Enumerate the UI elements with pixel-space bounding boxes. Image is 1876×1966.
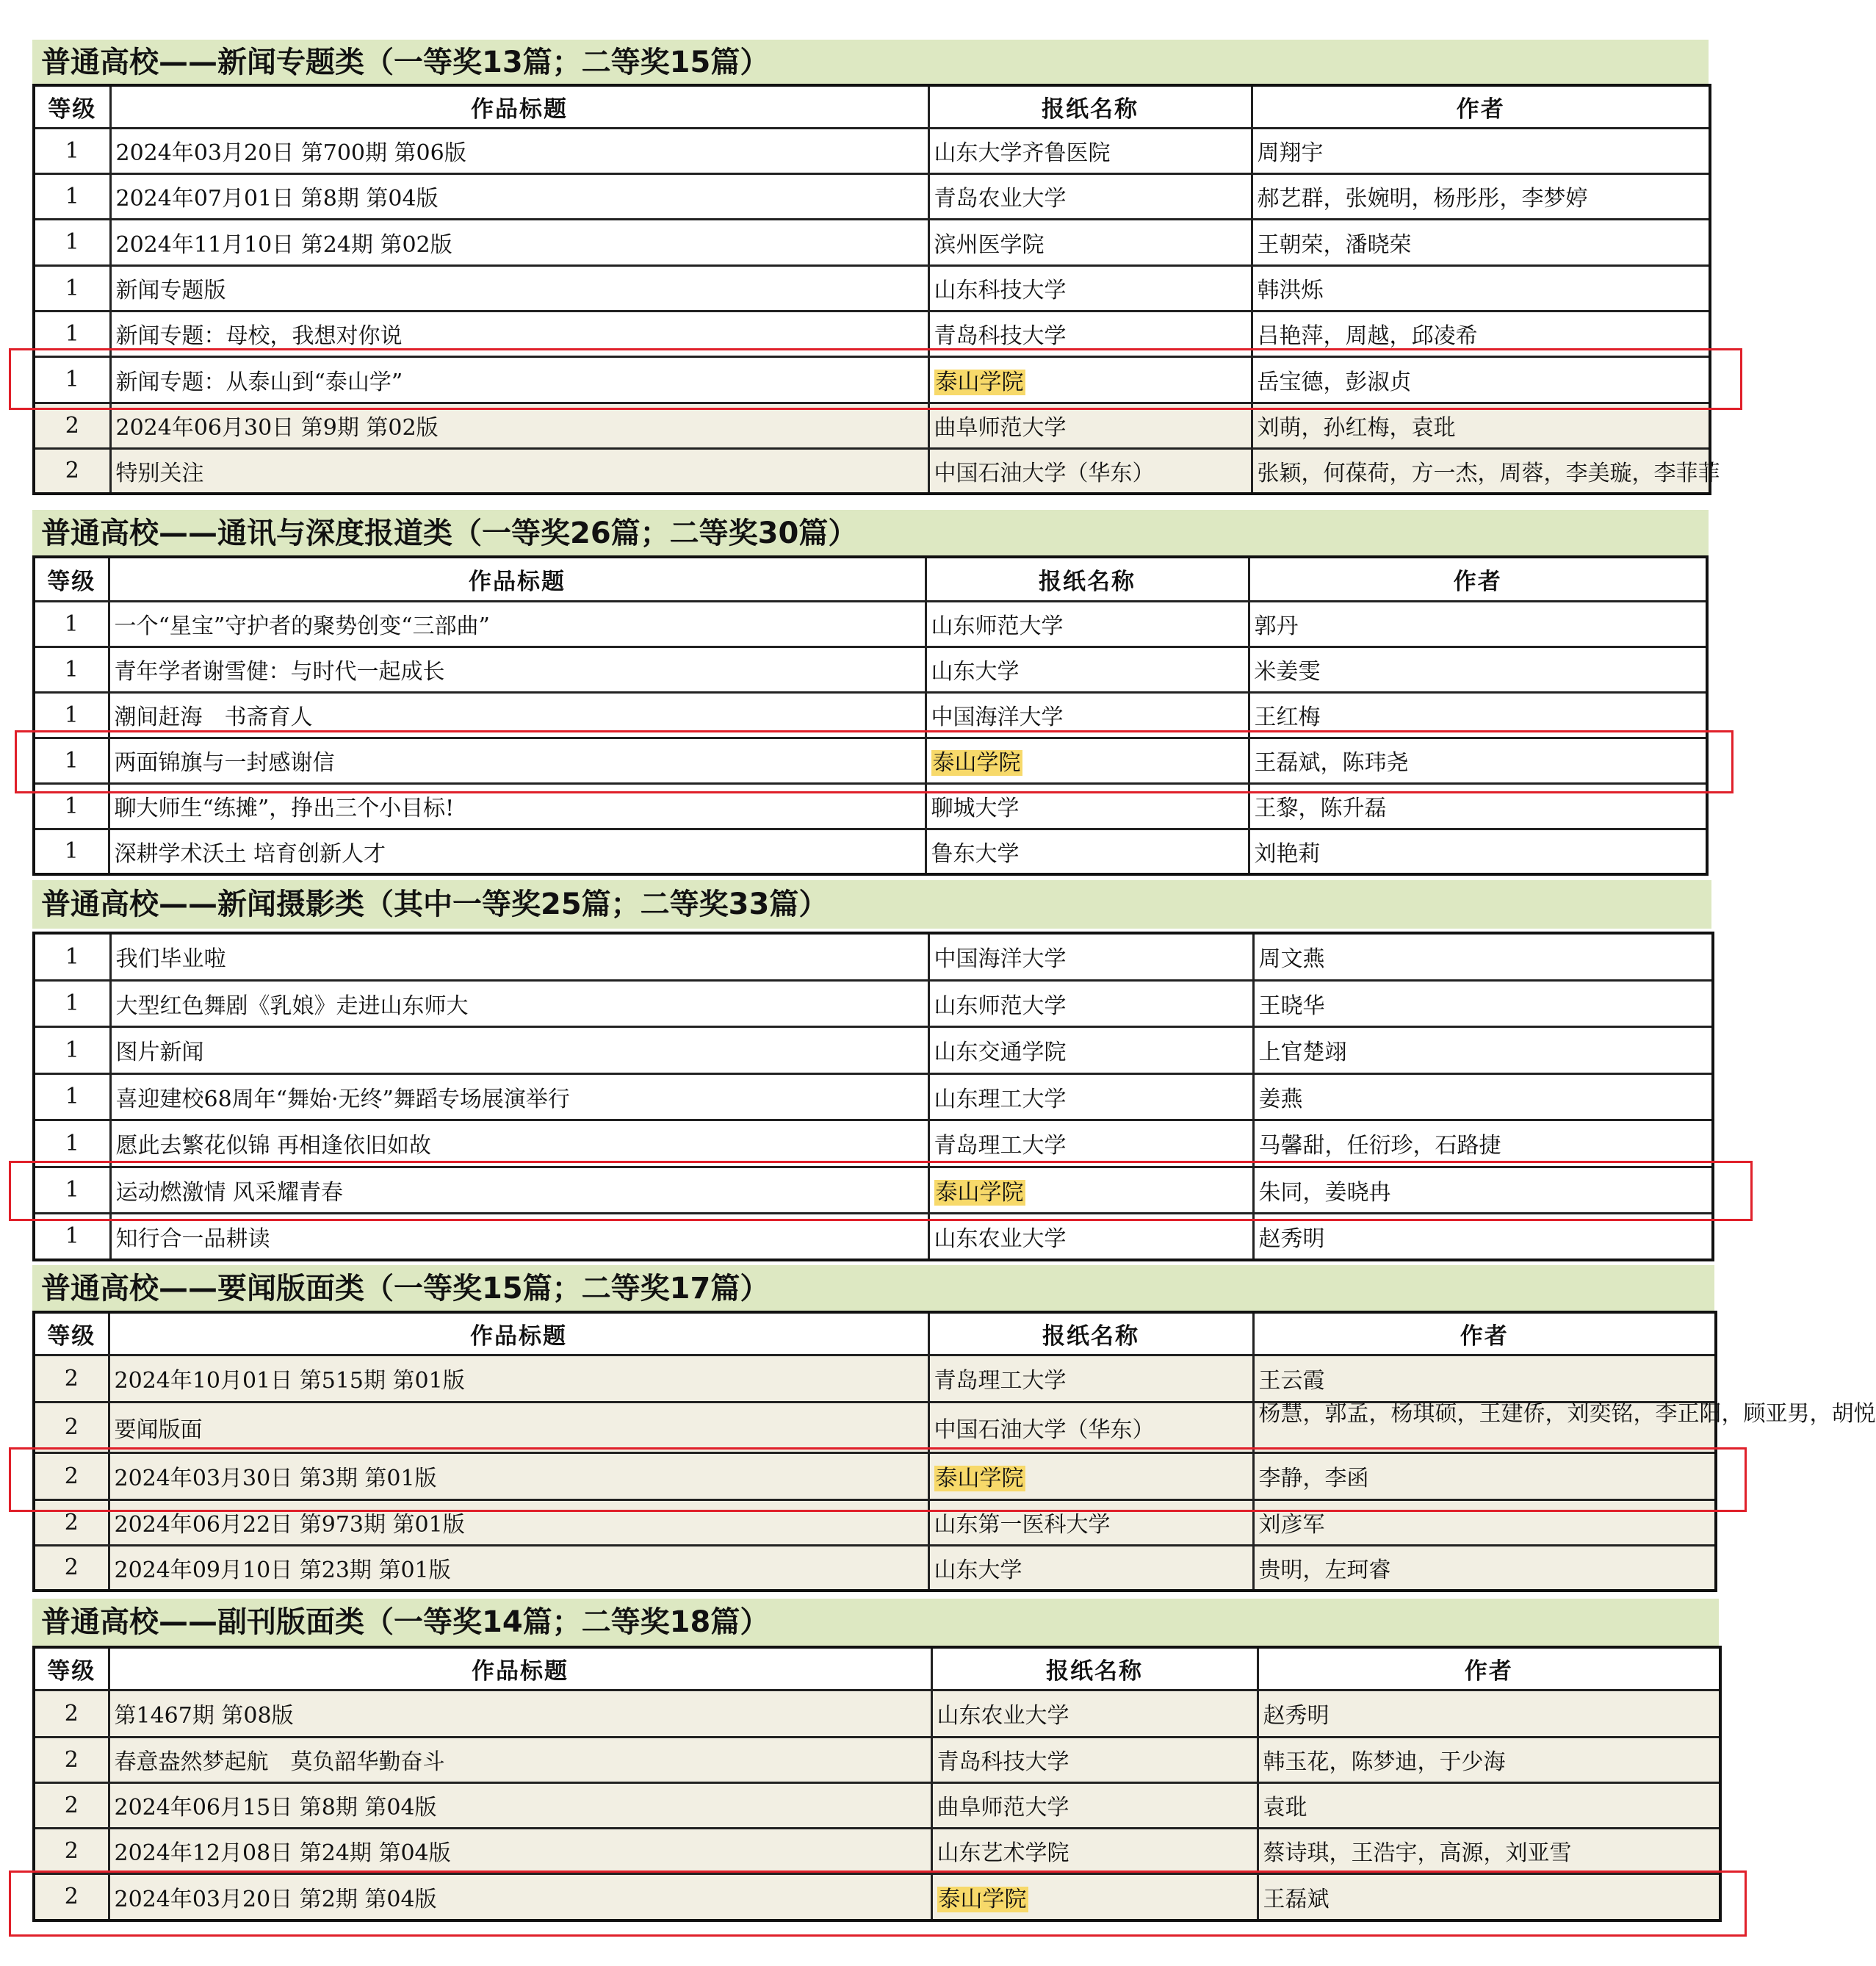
cell-author: 周翔宇 (1252, 128, 1710, 173)
cell-title: 2024年07月01日 第8期 第04版 (110, 173, 928, 219)
cell-author: 李静，李函 (1253, 1452, 1716, 1499)
cell-author: 姜燕 (1253, 1073, 1713, 1120)
cell-author: 蔡诗琪，王浩宇，高源，刘亚雪 (1258, 1828, 1720, 1873)
cell-author: 王磊斌 (1258, 1873, 1720, 1920)
cell-level: 1 (34, 219, 110, 265)
cell-paper: 中国海洋大学 (926, 692, 1249, 738)
table-row (34, 219, 1710, 265)
cell-paper: 青岛理工大学 (928, 1120, 1253, 1167)
header-paper: 报纸名称 (928, 1312, 1253, 1355)
cell-level: 1 (34, 356, 110, 403)
cell-paper: 鲁东大学 (926, 829, 1249, 874)
header-paper: 报纸名称 (926, 557, 1249, 601)
table-row (34, 1690, 1720, 1737)
cell-paper: 山东大学 (928, 1545, 1253, 1591)
cell-level: 2 (34, 1782, 109, 1828)
cell-level: 1 (34, 783, 109, 829)
cell-title: 2024年12月08日 第24期 第04版 (109, 1828, 931, 1873)
cell-paper: 山东师范大学 (926, 601, 1249, 647)
cell-level: 1 (34, 1120, 110, 1167)
table-row (34, 601, 1707, 647)
cell-author: 朱同，姜晓冉 (1253, 1167, 1713, 1213)
cell-title: 2024年06月22日 第973期 第01版 (109, 1499, 928, 1545)
cell-author: 刘艳莉 (1249, 829, 1707, 874)
cell-title: 新闻专题：从泰山到“泰山学” (110, 356, 928, 403)
cell-level: 1 (34, 692, 109, 738)
cell-title: 第1467期 第08版 (109, 1690, 931, 1737)
section-title: 普通高校——新闻专题类（一等奖13篇；二等奖15篇） (32, 40, 1709, 85)
header-level: 等级 (34, 85, 110, 128)
header-level: 等级 (34, 1647, 109, 1690)
cell-level: 2 (34, 1355, 109, 1402)
table-row (34, 1782, 1720, 1828)
cell-title: 大型红色舞剧《乳娘》走进山东师大 (110, 980, 928, 1026)
header-title: 作品标题 (109, 1647, 931, 1690)
cell-level: 1 (34, 311, 110, 356)
cell-title: 2024年09月10日 第23期 第01版 (109, 1545, 928, 1591)
cell-author: 王红梅 (1249, 692, 1707, 738)
table-row (34, 1828, 1720, 1873)
cell-author: 韩玉花，陈梦迪，于少海 (1258, 1737, 1720, 1782)
cell-level: 1 (34, 1026, 110, 1073)
table-row (34, 1026, 1713, 1073)
table-row (34, 128, 1710, 173)
cell-title: 2024年10月01日 第515期 第01版 (109, 1355, 928, 1402)
callout-box (9, 1447, 1747, 1512)
cell-title: 2024年03月20日 第700期 第06版 (110, 128, 928, 173)
paper-highlight: 泰山学院 (935, 1179, 1024, 1206)
header-title: 作品标题 (109, 557, 926, 601)
cell-author: 周文燕 (1253, 933, 1713, 980)
header-level: 等级 (34, 1312, 109, 1355)
table-row (34, 1120, 1713, 1167)
table-header (34, 1647, 1720, 1690)
cell-level: 1 (34, 128, 110, 173)
section-title: 普通高校——要闻版面类（一等奖15篇；二等奖17篇） (32, 1265, 1714, 1312)
cell-level: 1 (34, 980, 110, 1026)
cell-paper: 滨州医学院 (928, 219, 1252, 265)
cell-title: 愿此去繁花似锦 再相逢依旧如故 (110, 1120, 928, 1167)
paper-highlight: 泰山学院 (932, 750, 1021, 776)
cell-title: 图片新闻 (110, 1026, 928, 1073)
cell-paper: 山东第一医科大学 (928, 1499, 1253, 1545)
cell-title: 2024年03月30日 第3期 第01版 (109, 1452, 928, 1499)
cell-author: 王黎，陈升磊 (1249, 783, 1707, 829)
header-paper: 报纸名称 (931, 1647, 1258, 1690)
cell-author: 韩洪烁 (1252, 265, 1710, 311)
table-row (34, 933, 1713, 980)
header-title: 作品标题 (110, 85, 928, 128)
cell-level: 1 (34, 173, 110, 219)
cell-paper: 青岛科技大学 (931, 1737, 1258, 1782)
section-title: 普通高校——通讯与深度报道类（一等奖26篇；二等奖30篇） (32, 510, 1709, 557)
cell-level: 1 (34, 265, 110, 311)
cell-paper: 曲阜师范大学 (928, 403, 1252, 448)
cell-paper: 中国石油大学（华东） (928, 448, 1252, 494)
cell-paper: 山东交通学院 (928, 1026, 1253, 1073)
cell-author: 刘萌，孙红梅，袁玭 (1252, 403, 1710, 448)
cell-title: 喜迎建校68周年“舞始·无终”舞蹈专场展演举行 (110, 1073, 928, 1120)
cell-title: 新闻专题：母校，我想对你说 (110, 311, 928, 356)
table-row (34, 1737, 1720, 1782)
paper-highlight: 泰山学院 (935, 369, 1024, 395)
cell-title: 深耕学术沃土 培育创新人才 (109, 829, 926, 874)
cell-paper: 聊城大学 (926, 783, 1249, 829)
cell-author: 上官楚翊 (1253, 1026, 1713, 1073)
cell-author: 王磊斌，陈玮尧 (1249, 738, 1707, 783)
callout-box (9, 1870, 1747, 1937)
cell-author: 郭丹 (1249, 601, 1707, 647)
cell-level: 1 (34, 738, 109, 783)
cell-paper: 青岛理工大学 (928, 1355, 1253, 1402)
table-row (34, 1402, 1716, 1452)
callout-box (15, 730, 1734, 793)
cell-paper: 山东科技大学 (928, 265, 1252, 311)
header-paper: 报纸名称 (928, 85, 1252, 128)
cell-paper: 山东大学齐鲁医院 (928, 128, 1252, 173)
cell-paper: 中国石油大学（华东） (928, 1402, 1253, 1452)
cell-title: 春意盎然梦起航 莫负韶华勤奋斗 (109, 1737, 931, 1782)
cell-author: 刘彦军 (1253, 1499, 1716, 1545)
cell-level: 2 (34, 1737, 109, 1782)
header-author: 作者 (1258, 1647, 1720, 1690)
header-author: 作者 (1252, 85, 1710, 128)
cell-title: 两面锦旗与一封感谢信 (109, 738, 926, 783)
cell-paper: 青岛科技大学 (928, 311, 1252, 356)
table-row (34, 448, 1710, 494)
table-row (34, 1073, 1713, 1120)
cell-level: 2 (34, 1452, 109, 1499)
cell-paper: 山东农业大学 (928, 1213, 1253, 1260)
cell-paper: 山东师范大学 (928, 980, 1253, 1026)
cell-author: 王朝荣，潘晓荣 (1252, 219, 1710, 265)
table-row (34, 647, 1707, 692)
cell-author: 袁玭 (1258, 1782, 1720, 1828)
cell-author: 赵秀明 (1253, 1213, 1713, 1260)
paper-highlight: 泰山学院 (935, 1466, 1024, 1491)
cell-title: 2024年06月15日 第8期 第04版 (109, 1782, 931, 1828)
cell-level: 1 (34, 1073, 110, 1120)
awards-table (32, 84, 1720, 495)
cell-level: 2 (34, 1402, 109, 1452)
table-header (34, 85, 1710, 128)
table-row (34, 173, 1710, 219)
cell-title: 聊大师生“练摊”，挣出三个小目标! (109, 783, 926, 829)
cell-title: 青年学者谢雪健：与时代一起成长 (109, 647, 926, 692)
cell-paper: 山东大学 (926, 647, 1249, 692)
cell-author: 赵秀明 (1258, 1690, 1720, 1737)
cell-author: 王云霞 (1253, 1355, 1716, 1402)
cell-title: 2024年11月10日 第24期 第02版 (110, 219, 928, 265)
cell-title: 我们毕业啦 (110, 933, 928, 980)
table-header (34, 1312, 1716, 1355)
table-row (34, 829, 1707, 874)
section-title: 普通高校——副刊版面类（一等奖14篇；二等奖18篇） (32, 1599, 1719, 1646)
cell-title: 特别关注 (110, 448, 928, 494)
cell-level: 2 (34, 1545, 109, 1591)
cell-level: 1 (34, 601, 109, 647)
cell-paper: 山东艺术学院 (931, 1828, 1258, 1873)
cell-title: 2024年03月20日 第2期 第04版 (109, 1873, 931, 1920)
cell-level: 1 (34, 647, 109, 692)
cell-paper: 山东理工大学 (928, 1073, 1253, 1120)
table-row (34, 980, 1713, 1026)
cell-level: 1 (34, 829, 109, 874)
cell-level: 2 (34, 1499, 109, 1545)
cell-paper: 曲阜师范大学 (931, 1782, 1258, 1828)
cell-paper: 中国海洋大学 (928, 933, 1253, 980)
table-row (34, 1545, 1716, 1591)
cell-author: 吕艳萍，周越，邱凌希 (1252, 311, 1710, 356)
callout-box (9, 1161, 1753, 1221)
cell-paper: 山东农业大学 (931, 1690, 1258, 1737)
cell-title: 潮间赶海 书斋育人 (109, 692, 926, 738)
awards-table (32, 555, 1709, 876)
cell-title: 知行合一品耕读 (110, 1213, 928, 1260)
table-row (34, 265, 1710, 311)
cell-level: 2 (34, 1873, 109, 1920)
header-author: 作者 (1253, 1312, 1716, 1355)
header-title: 作品标题 (109, 1312, 928, 1355)
cell-level: 1 (34, 1167, 110, 1213)
header-author: 作者 (1249, 557, 1707, 601)
cell-author: 岳宝德，彭淑贞 (1252, 356, 1710, 403)
cell-title: 运动燃激情 风采耀青春 (110, 1167, 928, 1213)
cell-level: 2 (34, 403, 110, 448)
cell-author: 贵明，左珂睿 (1253, 1545, 1716, 1591)
table-row (34, 1355, 1716, 1402)
cell-author: 马馨甜，任衍珍，石路捷 (1253, 1120, 1713, 1167)
cell-author: 张颖，何葆荷，方一杰，周蓉，李美璇，李菲菲 (1252, 448, 1710, 494)
cell-level: 2 (34, 448, 110, 494)
cell-author: 王晓华 (1253, 980, 1713, 1026)
cell-level: 1 (34, 933, 110, 980)
header-level: 等级 (34, 557, 109, 601)
cell-title: 一个“星宝”守护者的聚势创变“三部曲” (109, 601, 926, 647)
cell-title: 2024年06月30日 第9期 第02版 (110, 403, 928, 448)
cell-paper: 青岛农业大学 (928, 173, 1252, 219)
cell-author: 杨慧，郭孟，杨琪硕，王建侨，刘奕铭，李正阳，顾亚男，胡悦 (1253, 1402, 1716, 1452)
cell-level: 1 (34, 1213, 110, 1260)
cell-title: 新闻专题版 (110, 265, 928, 311)
section-title: 普通高校——新闻摄影类（其中一等奖25篇；二等奖33篇） (32, 880, 1711, 929)
cell-title: 要闻版面 (109, 1402, 928, 1452)
callout-box (9, 348, 1742, 410)
cell-level: 2 (34, 1690, 109, 1737)
cell-level: 2 (34, 1828, 109, 1873)
cell-author: 郝艺群，张婉明，杨彤彤，李梦婷 (1252, 173, 1710, 219)
table-header (34, 557, 1707, 601)
paper-highlight: 泰山学院 (938, 1886, 1027, 1912)
cell-author: 米姜雯 (1249, 647, 1707, 692)
